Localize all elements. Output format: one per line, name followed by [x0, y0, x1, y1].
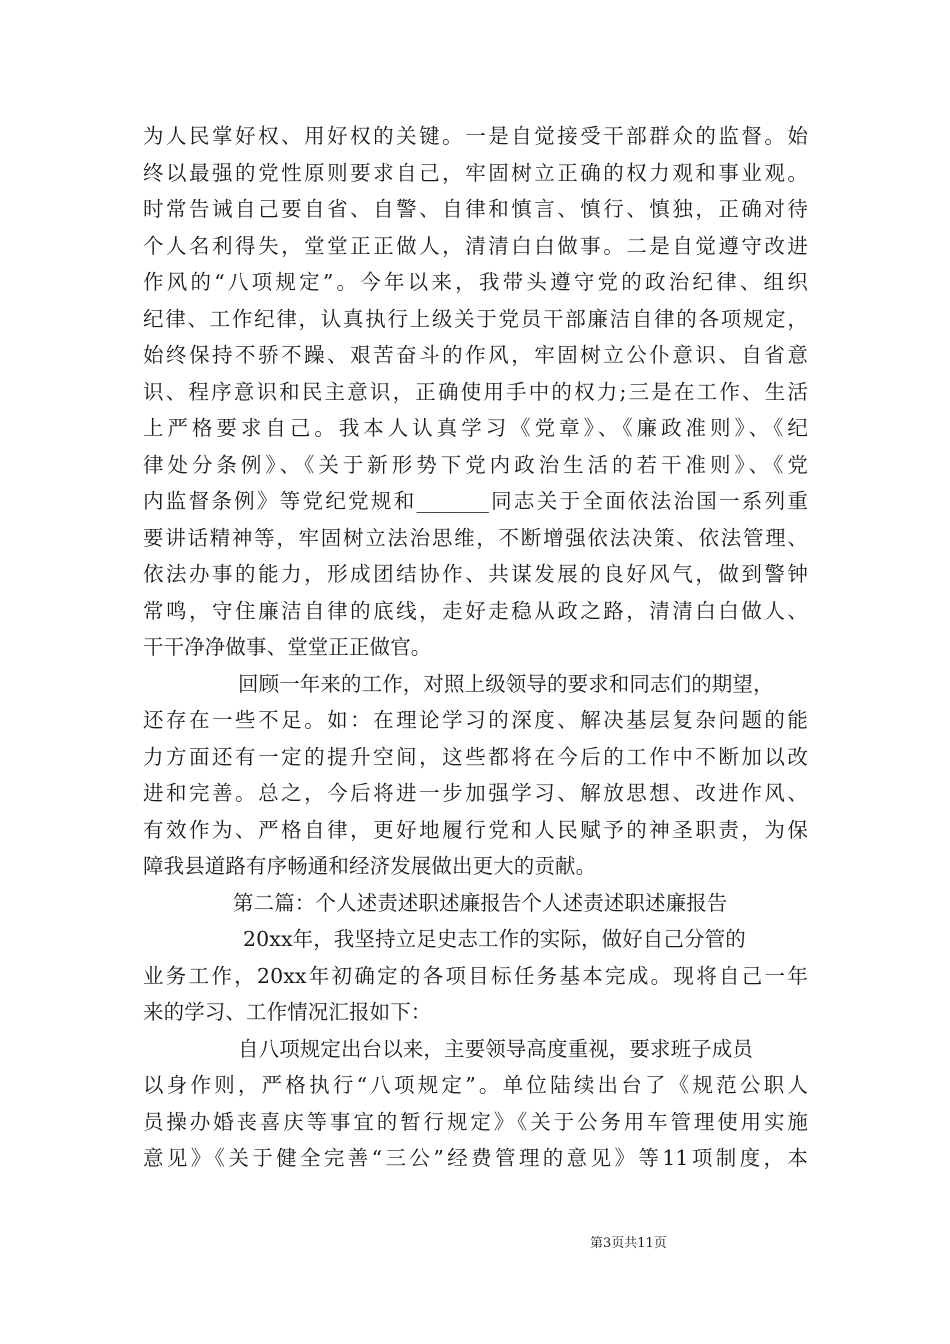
- text-line: 依法办事的能力，形成团结协作、共谋发展的良好风气，做到警钟: [143, 562, 808, 586]
- text-line: 来的学习、工作情况汇报如下：: [143, 1000, 432, 1024]
- text-line: 回顾一年来的工作，对照上级领导的要求和同志们的期望，: [238, 671, 774, 696]
- text-line: 障我县道路有序畅通和经济发展做出更大的贡献。: [143, 854, 597, 878]
- text-line: 进和完善。总之，今后将进一步加强学习、解放思想、改进作风、: [143, 781, 808, 805]
- text-line: 力方面还有一定的提升空间，这些都将在今后的工作中不断加以改: [143, 744, 808, 769]
- text-line: 上严格要求自己。我本人认真学习《党章》、《廉政准则》、《纪: [143, 416, 808, 440]
- text-line: 要讲话精神等，牢固树立法治思维，不断增强依法决策、依法管理、: [143, 525, 808, 550]
- text-line: 干干净净做事、堂堂正正做官。: [143, 635, 432, 659]
- section-heading: 第二篇：个人述责述职述廉报告个人述责述职述廉报告: [233, 890, 728, 915]
- text-line: 识、程序意识和民主意识，正确使用手中的权力;三是在工作、生活: [143, 379, 808, 404]
- text-line: 业务工作，20xx年初确定的各项目标任务基本完成。现将自己一年: [143, 963, 808, 988]
- text-line: 以身作则，严格执行“八项规定”。单位陆续出台了《规范公职人: [143, 1073, 808, 1097]
- text-line: 为人民掌好权、用好权的关键。一是自觉接受干部群众的监督。始: [143, 124, 808, 148]
- text-line: 纪律、工作纪律，认真执行上级关于党员干部廉洁自律的各项规定，: [143, 306, 808, 331]
- page-number: 第3页共11页: [590, 1236, 667, 1251]
- text-line: 员操办婚丧喜庆等事宜的暂行规定》《关于公务用车管理使用实施: [143, 1109, 808, 1134]
- text-line: 有效作为、严格自律，更好地履行党和人民赋予的神圣职责，为保: [143, 817, 808, 842]
- text-line: 作风的“八项规定”。今年以来，我带头遵守党的政治纪律、组织: [143, 270, 808, 294]
- text-line: 时常告诫自己要自省、自警、自律和慎言、慎行、慎独，正确对待: [143, 197, 808, 221]
- text-line: 始终保持不骄不躁、艰苦奋斗的作风，牢固树立公仆意识、自省意: [143, 343, 808, 367]
- text-line: 还存在一些不足。如：在理论学习的深度、解决基层复杂问题的能: [143, 708, 808, 732]
- document-body: [143, 118, 808, 1177]
- text-line: 终以最强的党性原则要求自己，牢固树立正确的权力观和事业观。: [143, 160, 808, 185]
- text-line: 意见》《关于健全完善“三公”经费管理的意见》等11项制度，本: [143, 1146, 808, 1170]
- text-line: 个人名利得失，堂堂正正做人，清清白白做事。二是自觉遵守改进: [143, 233, 808, 258]
- text-line: 律处分条例》、《关于新形势下党内政治生活的若干准则》、《党: [143, 452, 808, 477]
- text-line: 内监督条例》等党纪党规和_______同志关于全面依法治国一系列重: [143, 489, 808, 513]
- text-line: 20xx年，我坚持立足史志工作的实际，做好自己分管的: [243, 927, 746, 951]
- text-line: 常鸣，守住廉洁自律的底线，走好走稳从政之路，清清白白做人、: [143, 598, 808, 623]
- text-line: 自八项规定出台以来，主要领导高度重视，要求班子成员: [238, 1036, 753, 1061]
